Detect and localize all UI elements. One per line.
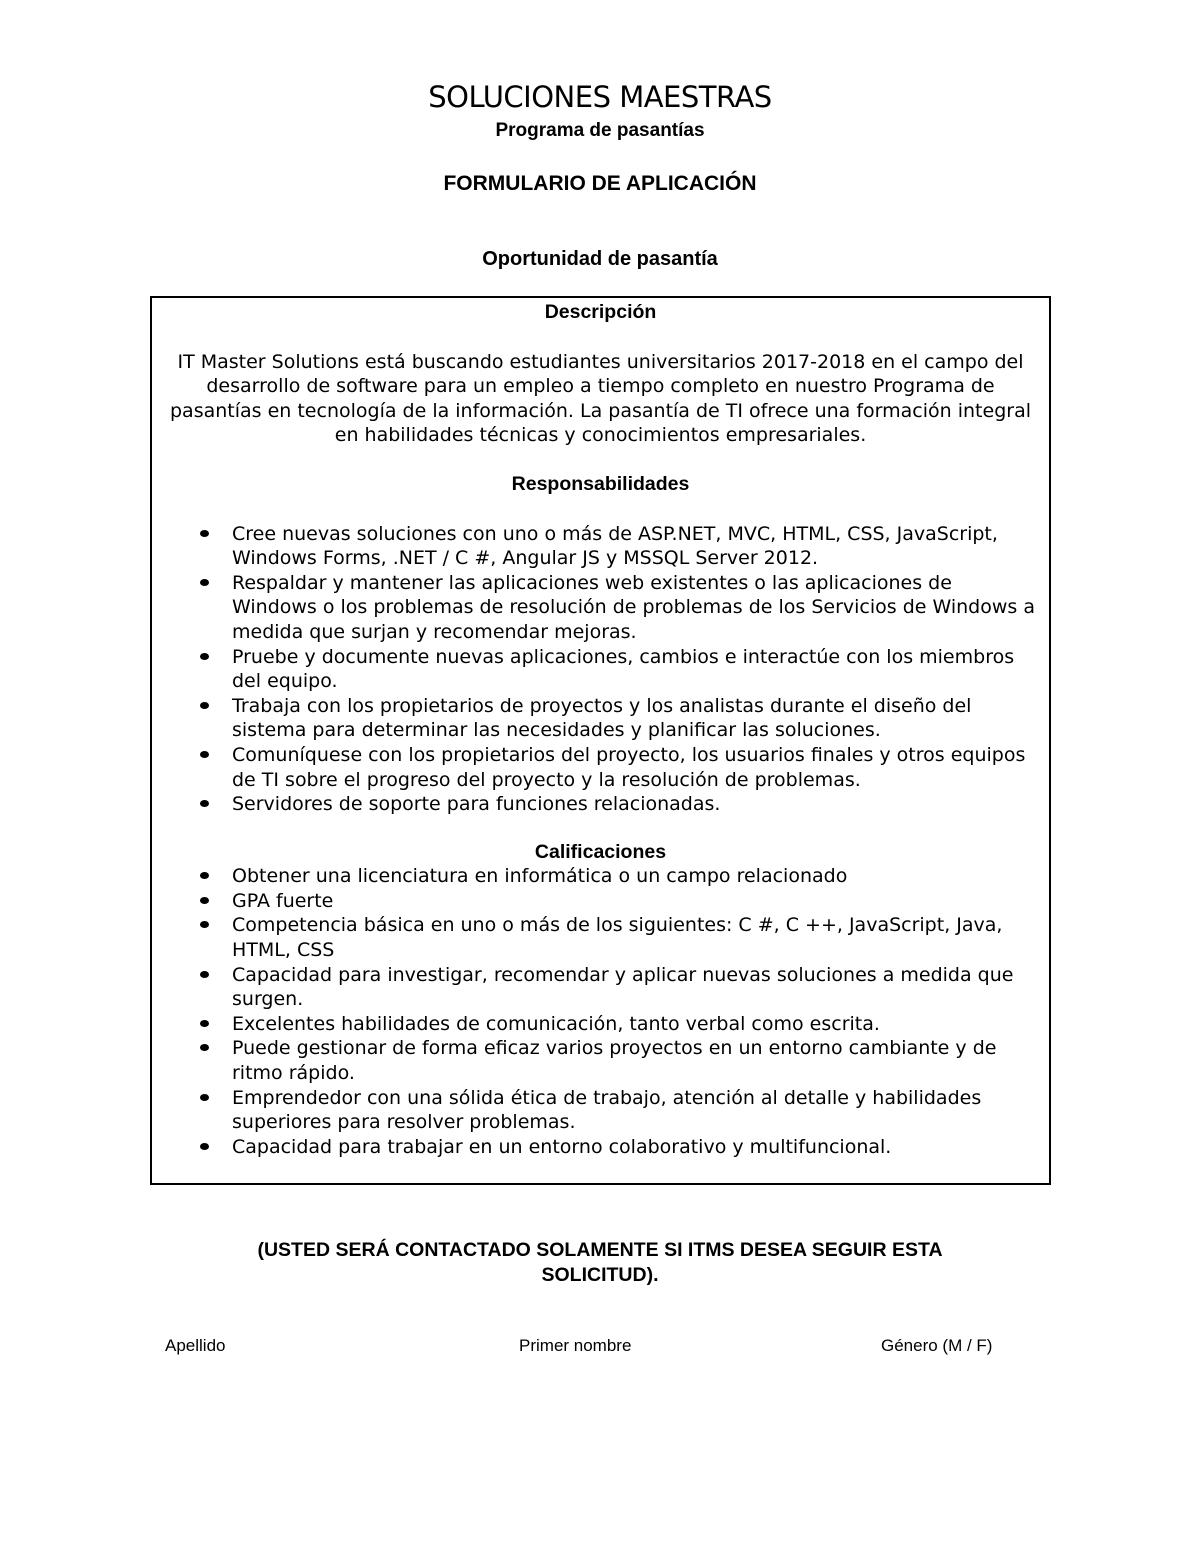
list-item bbox=[232, 571, 1049, 645]
program-subtitle: Programa de pasantías bbox=[495, 120, 705, 141]
bullet-icon bbox=[200, 897, 209, 904]
qualification-text: Puede gestionar de forma eficaz varios proyectos en un entorno cambiante y de ritmo rápido. bbox=[232, 1037, 997, 1085]
responsibility-text: Servidores de soporte para funciones relacionadas. bbox=[232, 793, 721, 816]
qualification-text: Competencia básica en uno o más de los siguientes: C #, C ++, JavaScript, Java, HTML, CSS bbox=[232, 914, 1003, 962]
responsibility-text: Pruebe y documente nuevas aplicaciones, cambios e interactúe con los miembros del equipo. bbox=[232, 645, 1015, 693]
list-item bbox=[232, 743, 1049, 792]
bullet-icon bbox=[200, 653, 209, 660]
bullet-icon bbox=[200, 800, 209, 807]
qualification-text: Capacidad para investigar, recomendar y aplicar nuevas soluciones a medida que surgen. bbox=[232, 963, 1014, 1011]
qualification-text: Excelentes habilidades de comunicación, tanto verbal como escrita. bbox=[232, 1012, 880, 1035]
bullet-icon bbox=[200, 751, 209, 758]
contact-notice bbox=[0, 1238, 1200, 1288]
qualifications-heading: Calificaciones bbox=[534, 840, 667, 863]
bullet-icon bbox=[200, 702, 209, 709]
qualification-text: Obtener una licenciatura en informática o un campo relacionado bbox=[232, 865, 848, 888]
list-item bbox=[232, 1135, 1049, 1160]
last-name-label: Apellido bbox=[165, 1336, 226, 1355]
opportunity-title: Oportunidad de pasantía bbox=[482, 248, 718, 270]
responsibility-text: Respaldar y mantener las aplicaciones web existentes o las aplicaciones de Windows o los problemas de resolución de problemas de los Servicios de Windows a medida que surjan y recomendar mejoras. bbox=[232, 571, 1035, 643]
gender-label: Género (M / F) bbox=[881, 1336, 993, 1355]
qualification-text: Emprendedor con una sólida ética de trabajo, atención al detalle y habilidades superiores para resolver problemas. bbox=[232, 1086, 982, 1134]
list-item bbox=[232, 1086, 1049, 1135]
qualifications-list bbox=[152, 864, 1049, 1159]
responsibilities-heading: Responsabilidades bbox=[511, 472, 690, 495]
form-title: FORMULARIO DE APLICACIÓN bbox=[443, 172, 757, 195]
list-item bbox=[232, 645, 1049, 694]
description-heading: Descripción bbox=[544, 301, 657, 323]
list-item bbox=[232, 889, 1049, 914]
qualification-text: GPA fuerte bbox=[232, 889, 334, 912]
bullet-icon bbox=[200, 872, 209, 879]
contact-notice-line-1: (USTED SERÁ CONTACTADO SOLAMENTE SI ITMS DESEA SEGUIR ESTA bbox=[257, 1239, 943, 1261]
bullet-icon bbox=[200, 1044, 209, 1051]
list-item bbox=[232, 694, 1049, 743]
list-item bbox=[232, 963, 1049, 1012]
list-item bbox=[232, 792, 1049, 817]
responsibility-text: Cree nuevas soluciones con uno o más de ASP.NET, MVC, HTML, CSS, JavaScript, Windows Forms, .NET / C #, Angular JS y MSSQL Server 2012. bbox=[232, 522, 998, 570]
list-item bbox=[232, 913, 1049, 962]
company-name: SOLUCIONES MAESTRAS bbox=[428, 80, 772, 114]
list-item bbox=[232, 864, 1049, 889]
job-description-box bbox=[150, 296, 1051, 1185]
bullet-icon bbox=[200, 1020, 209, 1027]
bullet-icon bbox=[200, 579, 209, 586]
bullet-icon bbox=[200, 530, 209, 537]
responsibility-text: Comuníquese con los propietarios del proyecto, los usuarios finales y otros equipos de TI sobre el progreso del proyecto y la resolución de problemas. bbox=[232, 743, 1026, 791]
bullet-icon bbox=[200, 971, 209, 978]
bullet-icon bbox=[200, 921, 209, 928]
bullet-icon bbox=[200, 1094, 209, 1101]
responsibilities-list bbox=[152, 522, 1049, 817]
first-name-label: Primer nombre bbox=[519, 1336, 632, 1355]
list-item bbox=[232, 1012, 1049, 1037]
job-description-content bbox=[152, 298, 1049, 1159]
list-item bbox=[232, 522, 1049, 571]
list-item bbox=[232, 1036, 1049, 1085]
bullet-icon bbox=[200, 1143, 209, 1150]
contact-notice-line-2: SOLICITUD). bbox=[541, 1264, 659, 1286]
qualification-text: Capacidad para trabajar en un entorno colaborativo y multifuncional. bbox=[232, 1135, 892, 1158]
description-text: IT Master Solutions está buscando estudiantes universitarios 2017-2018 en el campo del desarrollo de software para un empleo a tiempo completo en nuestro Programa de pasantías en tecnología de la información. La pasantía de TI ofrece una formación integral en habilidades técnicas y conocimientos empresariales. bbox=[169, 350, 1031, 447]
responsibility-text: Trabaja con los propietarios de proyectos y los analistas durante el diseño del sistema para determinar las necesidades y planificar las soluciones. bbox=[232, 694, 972, 742]
